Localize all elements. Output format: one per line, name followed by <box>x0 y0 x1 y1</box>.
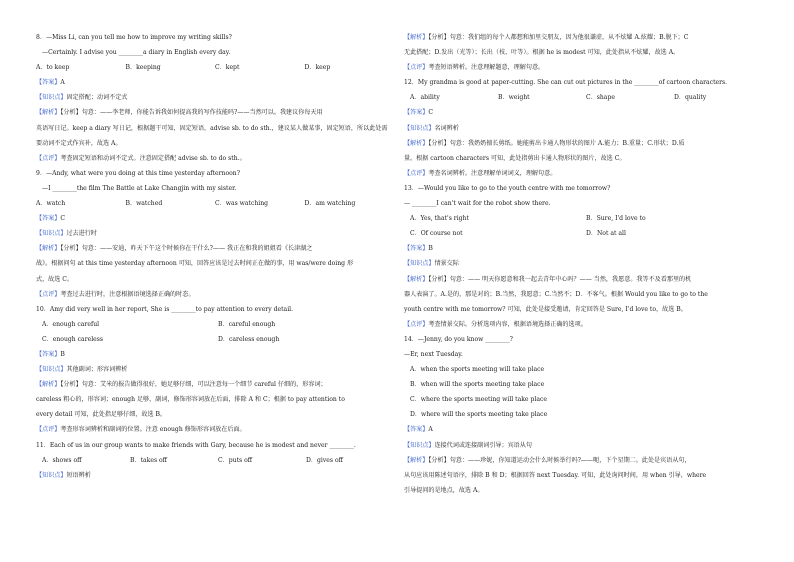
analysis-tag: 【解析】 <box>36 245 61 253</box>
analysis-text: 要动词不定式作宾补，故选 A。 <box>36 139 122 147</box>
analysis-line <box>404 453 762 468</box>
analysis-text: 【分析】句意：艾米的报告做得很好，她足够仔细，可以注意每一个细节 careful 仔细的，形容词； <box>60 381 327 389</box>
question-9-options <box>36 196 394 211</box>
option-a: A．Yes, that's right <box>410 215 469 223</box>
question-8-dialog: —Certainly. I advise you ________a diary in English every day. <box>42 49 231 57</box>
comment-text: 考查名词辨析。注意理解单词词义，理解句意。 <box>428 169 557 177</box>
question-9-stem: 9．—Andy, what were you doing at this time yesterday afternoon? <box>36 169 240 177</box>
analysis-text: careless 粗心的，形容词；enough 足够，副词，修饰形容词放在后面，排除 A 和 C；根据 to pay attention to <box>36 396 345 404</box>
comment-line <box>404 317 762 332</box>
option-d: D．gives off <box>306 456 343 464</box>
question-8-stem: 8．—Miss Li, can you tell me how to improve my writing skills? <box>36 34 232 41</box>
option-b: B．careful enough <box>218 320 276 328</box>
comment-line <box>404 166 762 181</box>
answer-line <box>404 105 762 120</box>
answer-line <box>36 211 394 226</box>
analysis-text: 【分析】句意：——李老师，你能告诉我如何提高我的写作技能吗?——当然可以。我建议你每天用 <box>60 109 323 117</box>
knowledge-point-value: 名词辨析 <box>434 124 459 132</box>
comment-tag: 【点评】 <box>404 320 429 328</box>
knowledge-point-line <box>36 90 394 105</box>
option-b: B．takes off <box>130 456 168 464</box>
analysis-line <box>36 241 394 256</box>
comment-text: 考查短语辨析。注意理解题意，理解句意。 <box>428 64 545 72</box>
knowledge-point-value: 过去进行时 <box>66 230 97 238</box>
answer-tag: 【答案】 <box>36 215 61 223</box>
option-d: D．where will the sports meeting take place <box>410 411 548 419</box>
question-13-dialog: — ________I can't wait for the robot show there. <box>404 200 551 208</box>
knowledge-point-line <box>36 226 394 241</box>
option-b: B．weight <box>498 94 530 102</box>
option-a: A．watch <box>36 200 66 208</box>
analysis-line <box>36 105 394 120</box>
option-c: C．puts off <box>218 456 253 464</box>
option-c: C．kept <box>215 64 240 72</box>
knowledge-point-value: 其他副词；形容词辨析 <box>66 366 128 374</box>
answer-tag: 【答案】 <box>36 350 61 358</box>
answer-value: C <box>428 109 434 117</box>
comment-line <box>36 287 394 302</box>
option-d: D．Not at all <box>586 230 626 238</box>
question-10-options-row1 <box>36 317 394 332</box>
question-11-stem: 11．Each of us in our group wants to make friends with Gary, because he is modest and never ________. <box>36 441 356 449</box>
option-a: A．to keep <box>36 64 70 72</box>
knowledge-point-tag: 【知识点】 <box>36 471 67 479</box>
question-14-stem: 14．—Jenny, do you know ________? <box>404 335 513 343</box>
question-11-options <box>36 453 394 468</box>
knowledge-point-value: 固定搭配；动词不定式 <box>66 94 128 102</box>
question-14-dialog: —Er, next Tuesday. <box>404 350 463 358</box>
knowledge-point-line <box>36 468 394 483</box>
comment-tag: 【点评】 <box>404 169 429 177</box>
knowledge-point-value: 短语辨析 <box>66 471 91 479</box>
analysis-text: 战》。根据问句 at this time yesterday afternoon 可知，回答应该是过去时间正在做的事，用 was/were doing 形 <box>36 260 354 268</box>
comment-text: 考查过去进行时，注意根据语境选择正确的时态。 <box>60 290 195 298</box>
answer-value: C <box>60 215 66 223</box>
question-9-dialog: —I ________the film The Battle at Lake Changjin with my sister. <box>42 184 237 192</box>
answer-tag: 【答案】 <box>404 109 429 117</box>
option-c: C．shape <box>586 94 615 102</box>
answer-value: A <box>428 426 433 434</box>
knowledge-point-line <box>404 438 762 453</box>
question-12-options <box>404 90 762 105</box>
answer-tag: 【答案】 <box>36 79 61 87</box>
option-c: C．Of course not <box>410 230 463 238</box>
analysis-line <box>404 272 762 287</box>
knowledge-point-tag: 【知识点】 <box>36 366 67 374</box>
analysis-text: 引导提问的是地点，故选 A。 <box>404 486 484 494</box>
comment-line <box>404 60 762 75</box>
comment-tag: 【点评】 <box>36 290 61 298</box>
analysis-text: 无此搭配；D.发出（光等）；长出（枝、叶等）。根据 he is modest 可知，此处指从不炫耀，故选 A。 <box>404 49 680 57</box>
analysis-line <box>36 377 394 392</box>
knowledge-point-value: 情景交际 <box>434 260 459 268</box>
right-column <box>404 30 762 498</box>
question-13-options-row2 <box>404 226 762 241</box>
option-d: D．keep <box>304 64 331 72</box>
analysis-text: 【分析】句意：——安迪，昨天下午这个时候你在干什么?—— 我正在和我的姐姐看《长津湖之 <box>60 245 313 253</box>
option-b: B．when will the sports meeting take place <box>410 381 545 389</box>
left-column <box>36 30 394 483</box>
option-a: A．shows off <box>42 456 82 464</box>
option-d: D．quality <box>674 94 707 102</box>
option-c: C．where the sports meeting will take place <box>410 396 547 404</box>
option-a: A．when the sports meeting will take place <box>410 366 545 374</box>
comment-text: 考查形容词辨析和副词的位置。注意 enough 修饰形容词放在后面。 <box>60 426 246 434</box>
knowledge-point-tag: 【知识点】 <box>404 124 435 132</box>
analysis-line <box>404 136 762 151</box>
answer-line <box>404 241 762 256</box>
analysis-text: 器人表演了。A.是的，那是对的；B.当然，我愿意；C.当然不；D．不客气。根据 Would you like to go to the <box>404 290 708 298</box>
analysis-text: 式，故选 C。 <box>36 275 74 283</box>
answer-line <box>36 347 394 362</box>
analysis-text: every detail 可知，此处指足够仔细，故选 B。 <box>36 411 167 419</box>
answer-value: B <box>428 245 433 253</box>
analysis-tag: 【解析】 <box>404 275 429 283</box>
knowledge-point-tag: 【知识点】 <box>404 441 435 449</box>
option-c: C．was watching <box>215 200 269 208</box>
question-8-options <box>36 60 394 75</box>
knowledge-point-line <box>404 256 762 271</box>
knowledge-point-tag: 【知识点】 <box>404 260 435 268</box>
option-b: B．Sure, I'd love to <box>586 215 646 223</box>
option-a: A．ability <box>410 94 440 102</box>
option-a: A．enough careful <box>42 320 100 328</box>
option-d: D．careless enough <box>218 335 280 343</box>
question-13-stem: 13．—Would you like to go to the youth centre with me tomorrow? <box>404 184 611 192</box>
question-12-stem: 12．My grandma is good at paper-cutting. She can cut out pictures in the ________of cartoon characters. <box>404 79 728 87</box>
comment-text: 考查固定短语和动词不定式。注意固定搭配 advise sb. to do sth.。 <box>60 154 246 162</box>
answer-value: B <box>60 350 65 358</box>
analysis-line <box>404 30 762 45</box>
option-d: D．am watching <box>304 200 356 208</box>
analysis-tag: 【解析】 <box>36 381 61 389</box>
knowledge-point-line <box>404 121 762 136</box>
analysis-tag: 【解析】 <box>36 109 61 117</box>
analysis-tag: 【解析】 <box>404 456 429 464</box>
analysis-tag: 【解析】 <box>404 139 429 147</box>
knowledge-point-line <box>36 362 394 377</box>
analysis-tag: 【解析】 <box>404 34 429 41</box>
comment-tag: 【点评】 <box>36 426 61 434</box>
knowledge-point-tag: 【知识点】 <box>36 230 67 238</box>
answer-line <box>404 422 762 437</box>
answer-tag: 【答案】 <box>404 426 429 434</box>
comment-line <box>36 422 394 437</box>
comment-line <box>36 151 394 166</box>
analysis-text: 量。根据 cartoon characters 可知，此处指剪出卡通人物形状的图片，故选 C。 <box>404 154 626 162</box>
answer-tag: 【答案】 <box>404 245 429 253</box>
question-10-stem: 10．Amy did very well in her report, She is ________to pay attention to every detail. <box>36 305 294 313</box>
analysis-text: 【分析】句意：——珍妮，你知道运动会什么时候举行吗?——呃，下个星期二。此处是宾语从句， <box>428 456 691 464</box>
analysis-text: 英语写日记。keep a diary 写日记，根据题干可知，固定短语，advise sb. to do sth.，建议某人做某事，固定短语，所以此处需 <box>36 124 388 132</box>
knowledge-point-tag: 【知识点】 <box>36 94 67 102</box>
comment-tag: 【点评】 <box>404 64 429 72</box>
option-b: B．watched <box>125 200 163 208</box>
analysis-text: 【分析】句意：我奶奶擅长剪纸。她能剪出卡通人物形状的图片 A.能力；B.重量；C.形状；D.质 <box>428 139 685 147</box>
comment-text: 考查情景交际。分析选项内容，根据语境选择正确的选项。 <box>428 320 587 328</box>
question-13-options-row1 <box>404 211 762 226</box>
answer-value: A <box>60 79 65 87</box>
option-b: B．keeping <box>125 64 161 72</box>
answer-line <box>36 75 394 90</box>
question-10-options-row2 <box>36 332 394 347</box>
analysis-text: 【分析】句意：—— 明天你愿意和我一起去青年中心吗？—— 当然，我愿意。我等不及看那里的机 <box>428 275 692 283</box>
option-c: C．enough careless <box>42 335 104 343</box>
analysis-text: 【分析】句意：我们组的每个人都想和加里交朋友，因为他很谦虚，从不炫耀 A.炫耀；B.脱下；C <box>428 34 689 41</box>
comment-tag: 【点评】 <box>36 154 61 162</box>
analysis-text: 从句应该用陈述句语序，排除 B 和 D；根据回答 next Tuesday. 可知，此处询问时间，用 when 引导，where <box>404 471 707 479</box>
analysis-text: youth centre with me tomorrow? 可知，此处是接受邀请，肯定回答是 Sure, I'd love to，故选 B。 <box>404 305 687 313</box>
knowledge-point-value: 连接代词或连接副词引导；宾语从句 <box>434 441 532 449</box>
